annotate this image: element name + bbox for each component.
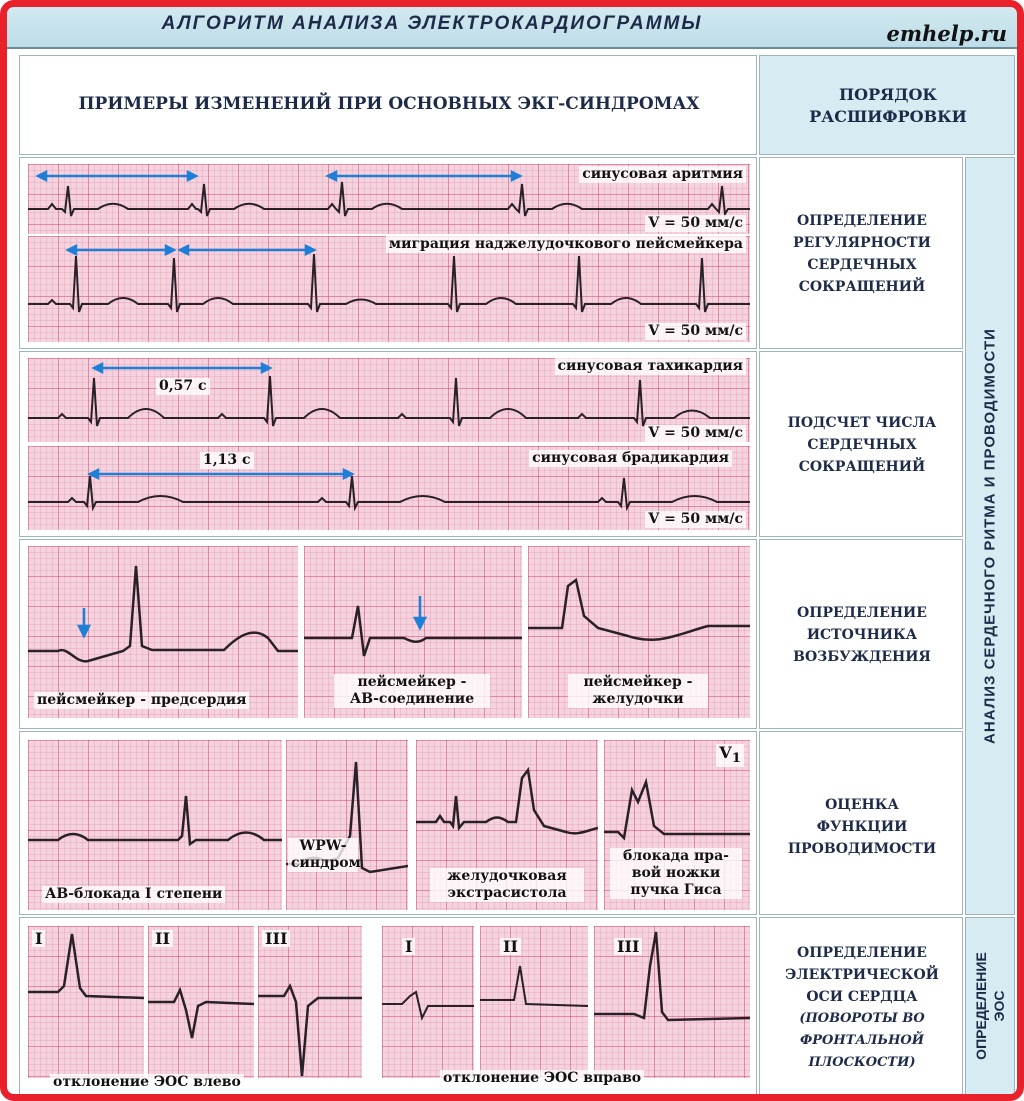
axis-examples xyxy=(19,917,757,1095)
side-label-rhythm: АНАЛИЗ СЕРДЕЧНОГО РИТМА И ПРОВОДИМОСТИ xyxy=(981,328,999,744)
step-regularity-text xyxy=(760,210,964,298)
panel-label: пейсмейкер - предсердия xyxy=(34,692,249,709)
step-line: ПОДСЧЕТ ЧИСЛА xyxy=(787,415,937,431)
examples-heading: ПРИМЕРЫ ИЗМЕНЕНИЙ ПРИ ОСНОВНЫХ ЭКГ-СИНДРОМАХ xyxy=(78,94,700,114)
panel-label xyxy=(334,674,490,708)
ecg-panel-av-block xyxy=(28,740,282,910)
side-label-eos-cell xyxy=(965,917,1015,1095)
step-source xyxy=(759,539,963,729)
strip-label: синусовая аритмия xyxy=(579,166,746,183)
step-rate xyxy=(759,351,963,537)
side-label-eos-line: ЭОС xyxy=(991,990,1007,1022)
lead-letter: V xyxy=(719,743,732,762)
side-label-eos-line: ОПРЕДЕЛЕНИЕ xyxy=(973,952,989,1060)
site-name: emhelp.ru xyxy=(886,21,1007,46)
panel-label-line: желудочковая xyxy=(447,868,567,884)
speed-label: V = 50 мм/с xyxy=(645,511,746,528)
ecg-panel-av-pacemaker xyxy=(304,546,522,718)
panel-label-line: вой ножки xyxy=(631,865,721,881)
step-line: ИСТОЧНИКА xyxy=(806,627,918,643)
ecg-strip-sinus-bradycardia xyxy=(28,446,750,530)
step-conduction-text xyxy=(760,794,964,860)
order-heading-line: РАСШИФРОВКИ xyxy=(809,107,967,126)
lead-label: I xyxy=(32,930,45,947)
ecg-panel-atrial-pacemaker xyxy=(28,546,298,718)
panel-label xyxy=(430,868,584,902)
panel-label-line: пучка Гиса xyxy=(630,882,722,898)
speed-label: V = 50 мм/с xyxy=(645,425,746,442)
ecg-panel-right-lead-ii xyxy=(480,926,588,1078)
step-line: ЭЛЕКТРИЧЕСКОЙ xyxy=(785,967,939,983)
ecg-panel-left-lead-ii xyxy=(148,926,254,1078)
ecg-panel-rbbb xyxy=(604,740,750,910)
ecg-panel-left-lead-iii xyxy=(258,926,362,1078)
ecg-trace xyxy=(28,926,144,1078)
order-heading xyxy=(760,84,1016,128)
ecg-panel-left-lead-i xyxy=(28,926,144,1078)
ecg-panel-ventricular-extrasystole xyxy=(416,740,598,910)
step-note-line: ПЛОСКОСТИ) xyxy=(808,1055,916,1070)
ecg-trace xyxy=(28,740,282,910)
lead-label: II xyxy=(152,930,173,947)
step-note-line: ФРОНТАЛЬНОЙ xyxy=(799,1033,925,1048)
speed-label: V = 50 мм/с xyxy=(645,215,746,232)
step-line: ОЦЕНКА xyxy=(825,797,899,813)
step-conduction xyxy=(759,731,963,915)
ecg-panel-wpw xyxy=(286,740,408,910)
ecg-trace xyxy=(258,926,362,1078)
panel-label: АВ-блокада I степени xyxy=(42,886,225,903)
step-source-text xyxy=(760,602,964,668)
step-line: СОКРАЩЕНИЙ xyxy=(798,459,926,475)
step-line: СЕРДЕЧНЫХ xyxy=(807,257,917,273)
side-label-rhythm-cell xyxy=(965,157,1015,915)
side-label-eos xyxy=(972,921,1008,1091)
step-line: ВОЗБУЖДЕНИЯ xyxy=(793,649,931,665)
strip-label: синусовая брадикардия xyxy=(529,450,732,467)
panel-label-line: блокада пра- xyxy=(623,848,729,864)
ecg-trace xyxy=(148,926,254,1078)
lead-label: II xyxy=(500,938,521,955)
ecg-strip-sinus-arrhythmia xyxy=(28,164,750,234)
step-axis xyxy=(759,917,963,1095)
lead-sub: 1 xyxy=(731,750,741,767)
speed-label: V = 50 мм/с xyxy=(645,323,746,340)
panel-label-line: АВ-соединение xyxy=(349,691,475,707)
step-regularity xyxy=(759,157,963,349)
source-examples xyxy=(19,539,757,729)
axis-left-caption: отклонение ЭОС влево xyxy=(50,1074,244,1091)
panel-label xyxy=(568,674,708,708)
panel-label-line: WPW- xyxy=(299,838,347,854)
panel-label-line: пейсмейкер - xyxy=(583,674,693,690)
rate-examples xyxy=(19,351,757,537)
panel-label xyxy=(288,838,361,872)
lead-label: I xyxy=(402,938,415,955)
panel-label-line: пейсмейкер - xyxy=(357,674,467,690)
step-note-line: (ПОВОРОТЫ ВО xyxy=(799,1011,925,1026)
conduction-examples xyxy=(19,731,757,915)
poster-title: АЛГОРИТМ АНАЛИЗА ЭЛЕКТРОКАРДИОГРАММЫ xyxy=(161,13,703,34)
top-bar xyxy=(7,7,1017,49)
lead-label xyxy=(716,744,744,767)
axis-right-caption: отклонение ЭОС вправо xyxy=(440,1070,644,1087)
panel-label-line: желудочки xyxy=(592,691,684,707)
step-rate-text xyxy=(760,412,964,478)
step-line: ФУНКЦИИ xyxy=(816,819,908,835)
ecg-strip-pacemaker-migration xyxy=(28,236,750,342)
ecg-panel-right-lead-i xyxy=(382,926,474,1078)
ecg-trace xyxy=(480,926,588,1078)
step-axis-text xyxy=(760,942,964,1074)
ecg-panel-right-lead-iii xyxy=(594,926,750,1078)
ecg-trace xyxy=(286,740,408,910)
interval-label: 0,57 с xyxy=(156,378,210,395)
step-line: ОПРЕДЕЛЕНИЕ xyxy=(797,213,927,229)
strip-label: миграция наджелудочкового пейсмейкера xyxy=(386,236,746,253)
interval-label: 1,13 с xyxy=(200,452,254,469)
step-line: ОПРЕДЕЛЕНИЕ xyxy=(797,945,927,961)
order-heading-cell xyxy=(759,55,1015,155)
examples-heading-cell xyxy=(19,55,757,155)
ecg-trace xyxy=(382,926,474,1078)
lead-label: III xyxy=(614,938,642,955)
panel-label xyxy=(610,848,742,899)
step-line: СОКРАЩЕНИЙ xyxy=(798,279,926,295)
step-line: РЕГУЛЯРНОСТИ xyxy=(793,235,931,251)
step-line: ОСИ СЕРДЦА xyxy=(806,989,918,1005)
regularity-examples xyxy=(19,157,757,349)
ecg-strip-sinus-tachycardia xyxy=(28,358,750,442)
step-line: ПРОВОДИМОСТИ xyxy=(787,841,937,857)
step-line: ОПРЕДЕЛЕНИЕ xyxy=(797,605,927,621)
order-heading-line: ПОРЯДОК xyxy=(839,85,937,104)
step-line: СЕРДЕЧНЫХ xyxy=(807,437,917,453)
lead-label: III xyxy=(262,930,290,947)
panel-label-line: синдром xyxy=(291,855,361,871)
panel-label-line: экстрасистола xyxy=(447,885,567,901)
strip-label: синусовая тахикардия xyxy=(555,358,747,375)
ecg-panel-ventricular-pacemaker xyxy=(528,546,750,718)
